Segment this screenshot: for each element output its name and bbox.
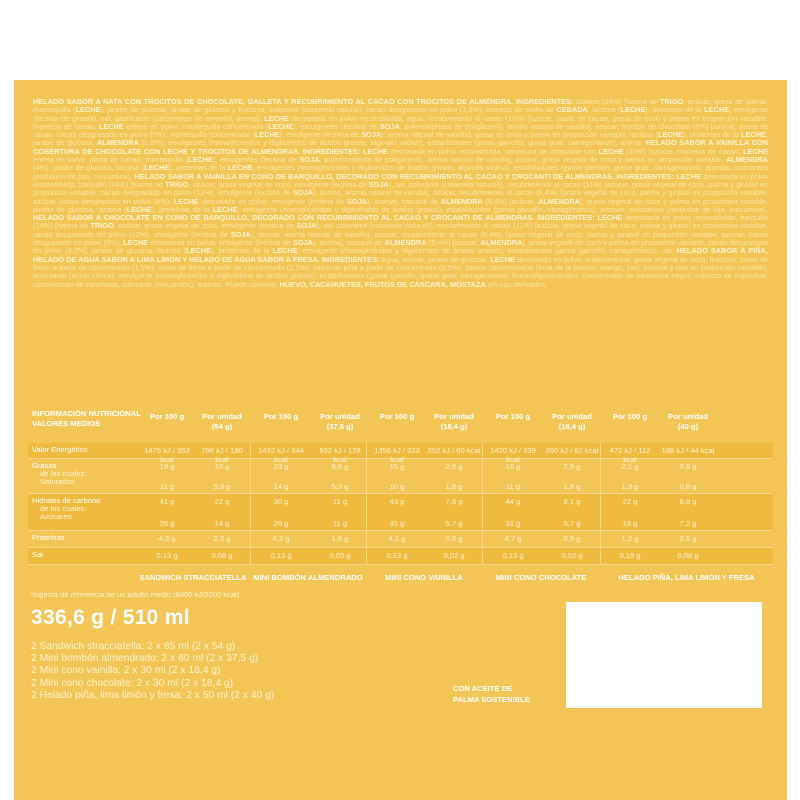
ingredient-text: Agua, azúcar, jarabe de glucosa, — [379, 254, 491, 264]
ingredient-text: desnatada en polvo, emulgente (lecitina de — [198, 196, 347, 206]
ingredient-text: ), aroma], crocanti de — [366, 196, 441, 206]
nutrient-value: 7,9 g — [445, 497, 463, 506]
nutrient-subvalue: 5,7 g — [445, 519, 463, 528]
unit-item: 2 Mini cono vainilla: 2 x 30 ml (2 x 18,4 g) — [31, 665, 221, 677]
ingredient-text: , polirricinoleato de poliglicerol), aroma natural de vainilla], azúcar, trocitos de chocolate (6%) [azúcar, pasta de cacao, cacao desgrasado en polvo (7%), mantequilla concentrada ( — [33, 121, 769, 140]
ingredient-text: , jarabe de glucosa, — [33, 130, 768, 148]
ingredient-text: entera en polvo, pasta de cacao, mantequilla ( — [33, 155, 189, 165]
nutrition-row — [28, 459, 773, 494]
nutrient-sublabel: de las cuales: — [40, 469, 87, 478]
ingredient-text: ), sal, colorante (caramelo natural)], recubrimiento al cacao (11%) [azúcar, grasa vegetal de coco, palma y girasol en proporción variable, cacao desgrasado en polvo (12%), emulgente (lecitina de — [33, 221, 768, 239]
nutrition-title — [32, 409, 141, 429]
nutrient-subvalue: 5,3 g — [331, 482, 349, 491]
nutrient-value: 19 g — [159, 462, 175, 471]
ingredient-emphasis: LECHE — [743, 146, 768, 156]
nutrient-value: 1,6 g — [331, 534, 349, 543]
nutrient-subvalue: 31 g — [505, 519, 521, 528]
ingredient-emphasis: SOJA — [346, 196, 367, 206]
nutrient-sublabel: Azúcares — [40, 512, 72, 521]
nutrient-value: 2,3 g — [213, 534, 231, 543]
nutrient-value: 1,2 g — [621, 534, 639, 543]
ingredient-emphasis: HELADO SABOR A CHOCOLATE EN CONO DE BARQUILLO, DECORADO CON RECUBRIMIENTO AL CACAO Y CROCANTI DE ALMENDRAS. INGREDIENTES: — [33, 213, 595, 223]
nutrient-value: 11 g — [332, 497, 348, 506]
nutrition-row — [28, 531, 773, 548]
nutrition-title-text: INFORMACIÓN NUTRICIONAL — [32, 409, 141, 418]
ingredient-emphasis: SOJA — [368, 179, 389, 189]
ingredient-text: ), proteínas de la — [151, 204, 213, 214]
column-header-line: Por 100 g — [612, 412, 648, 421]
nutrient-value: 0,8 g — [445, 534, 463, 543]
nutrient-label: Hidratos de carbono — [32, 496, 101, 505]
ingredient-text: , emulgente (lecitina de girasol), sal, gasificante (carbonatos de amonio), aroma], — [33, 105, 769, 123]
ingredient-text: desnatada en polvo, maltodextrina, grasa vegetal de coco, fructosa, zumo de limón a partir de concentrado (1,5%), zumo de fresa a partir de concentrado (1,2%), zumo de piña a partir de concentrado (0,5%), zumos concentrados (fruta de la pasión, mango, kiwi, pomelo y uva en proporción variable), acidulante (ácido cítrico), emulgente (monoglicéridos y diglicéridos de ácidos grasos), estabilizantes (goma garrofín, goma guar, carragenanos), fructooligosacáridos, concentrado de zanahoria negra, extracto de espirulina, concentrado de zanahoria, colorante (curcumina), aromas. Puede contener — [33, 254, 769, 289]
column-divider — [366, 531, 367, 547]
ingredient-emphasis: ALMENDRA — [440, 196, 483, 206]
nutrient-value: 8,1 g — [563, 497, 581, 506]
ingredient-text: ), proteínas de la — [169, 163, 228, 173]
column-divider — [600, 494, 601, 530]
nutrient-value: 188 kJ / 44 kcal — [661, 446, 715, 455]
product-name: MINI CONO CHOCOLATE — [495, 573, 587, 582]
ingredient-emphasis: HUEVO, CACAHUETES, FRUTOS DE CÁSCARA, MOSTAZA — [279, 279, 486, 289]
nutrient-value: 16 g — [505, 462, 521, 471]
nutrient-value: 8,6 g — [331, 462, 349, 471]
ingredient-text: desnatada en polvo reconstituida, agua, recubrimiento al cacao (15%) [azúcar, pasta de cacao, grasa de coco y palma en proporción variable, manteca de cacao, — [33, 113, 768, 131]
ingredient-emphasis: LECHE — [272, 246, 298, 256]
ingredient-emphasis: SOJA — [379, 121, 400, 131]
ingredient-emphasis: TRIGO — [659, 97, 684, 106]
nutrient-subvalue: 5,7 g — [563, 519, 581, 528]
unit-list — [31, 641, 274, 702]
nutrient-sublabel: de los cuales: — [40, 504, 87, 513]
ingredient-emphasis: ALMENDRA — [538, 196, 581, 206]
sustainable-palm-claim — [453, 684, 530, 705]
column-divider — [600, 459, 601, 493]
ingredient-emphasis: SOJA — [292, 188, 313, 198]
column-divider — [250, 548, 251, 564]
nutrient-subvalue: 1,8 g — [563, 482, 581, 491]
ingredient-text: , lactosa ( — [587, 105, 621, 115]
nutrition-row — [28, 443, 773, 464]
nutrient-value: 22 g — [622, 497, 638, 506]
product-names — [28, 565, 773, 583]
ingredient-text: desnatada en polvo reconstituida, cobertura de chocolate con — [387, 146, 599, 156]
ingredient-emphasis: TRIGO — [90, 221, 114, 231]
column-header — [661, 412, 715, 431]
column-header-line: (54 g) — [211, 421, 233, 431]
column-divider — [600, 531, 601, 547]
ingredient-text: ), sal, colorante (caramelo natural)], recubrimiento al cacao (11%) [azúcar, grasa vegetal de coco, palma y girasol en proporción variable, cacao desgrasado en polvo (12%), emulgente (lecitina de — [33, 179, 769, 198]
nutrient-subvalue: 5,9 g — [213, 482, 231, 491]
ingredient-text: ], grasa vegetal de coco y palma en proporción variable, cacao desgrasado en polvo (3,2%), jarabe de glucosa, lactosa ( — [33, 238, 768, 256]
nutrient-subvalue: 11 g — [332, 519, 348, 528]
ingredient-emphasis: LECHE — [254, 130, 280, 140]
ingredient-text: desnatada en polvo, emulgente (lecitina de — [148, 238, 293, 248]
nutrient-subvalue: 31 g — [389, 519, 405, 528]
ingredient-emphasis: LECHE — [188, 155, 213, 165]
product-name: MINI BOMBÓN ALMENDRADO — [253, 573, 363, 582]
ingredient-emphasis: SOJA — [292, 238, 313, 248]
nutrient-value: 4,1 g — [388, 534, 406, 543]
column-divider — [600, 443, 601, 458]
unit-item: 2 Mini bombón almendrado: 2 x 60 ml (2 x 37,5 g) — [31, 653, 259, 665]
column-divider — [482, 459, 483, 493]
column-header — [370, 412, 424, 422]
palm-claim-line-2: PALMA SOSTENIBLE — [453, 694, 530, 704]
nutrient-value: 1432 kJ / 344 kcal — [258, 446, 304, 464]
nutrition-row — [28, 494, 773, 531]
ingredient-text: ), emulgentes (lecitina de — [293, 121, 380, 131]
ingredient-emphasis: HELADO SABOR A VAINILLA EN CONO DE BARQUILLO, DECORADO CON RECUBRIMIENTO AL CACAO Y CROCANTI DE ALMENDRAS. INGREDIENTES: — [134, 171, 674, 181]
nutrition-rows — [28, 443, 773, 565]
column-header: Por 100 g — [149, 412, 185, 421]
nutrient-subvalue: 1,9 g — [621, 482, 639, 491]
column-header-line: Por unidad — [434, 412, 474, 421]
nutrient-subvalue: 18 g — [622, 519, 638, 528]
ingredient-text: ), proteínas de la — [645, 105, 705, 115]
ingredients-text — [33, 98, 768, 289]
ingredient-text: , azúcar, grasa de palma, mantequilla ( — [33, 97, 769, 115]
nutrient-value: 0,02 g — [561, 551, 583, 560]
column-divider — [366, 548, 367, 564]
ingredient-emphasis: LECHE — [597, 213, 623, 223]
ingredient-emphasis: LECHE — [123, 238, 149, 248]
nutrient-value: 0,08 g — [677, 551, 699, 560]
nutrient-value: 0,13 g — [502, 551, 524, 560]
ingredient-text: ), proteínas de la — [211, 246, 273, 256]
nutrient-value: 1420 kJ / 339 kcal — [490, 446, 536, 464]
ingredient-emphasis: SOJA — [296, 221, 317, 231]
nutrient-value: 0,13 g — [156, 551, 178, 560]
ingredient-emphasis: LECHE — [598, 146, 624, 156]
ingredient-emphasis: TRIGO — [165, 179, 189, 189]
ingredient-emphasis: HELADO SABOR A VAINILLA CON COBERTURA DE CHOCOLATE CON LECHE Y TROCITOS DE ALMENDRAS. INGREDIENTES: — [33, 138, 769, 156]
ingredient-emphasis: CEBADA — [556, 105, 588, 115]
palm-claim-line-1: CON ACEITE DE — [453, 684, 513, 693]
nutrient-value: 2,1 g — [621, 462, 639, 471]
column-divider — [600, 548, 601, 564]
nutrient-value: 260 kJ / 62 kcal — [545, 446, 599, 455]
ingredient-text: ), emulgentes (lecitina de — [212, 155, 300, 165]
nutrient-subvalue: 14 g — [214, 519, 230, 528]
ingredient-emphasis: LECHE — [173, 196, 199, 206]
nutrient-subvalue: 11 g — [505, 482, 521, 491]
nutrient-value: 0,05 g — [329, 551, 351, 560]
nutrient-value: 532 kJ / 128 kcal — [319, 446, 361, 464]
nutrient-label: Proteínas — [32, 533, 65, 542]
unit-item: 2 Helado piña, lima limón y fresa: 2 x 50 ml (2 x 40 g) — [31, 689, 275, 701]
column-header — [254, 412, 308, 422]
nutrient-subvalue: 14 g — [273, 482, 289, 491]
ingredient-emphasis: LECHE — [704, 105, 730, 115]
nutrient-value: 23 g — [273, 462, 289, 471]
blank-label-box — [566, 602, 762, 708]
ingredient-text: (30%) [azúcar, manteca de cacao, — [623, 146, 744, 156]
nutrient-value: 0,19 g — [619, 551, 641, 560]
unit-item: 2 Sandwich stracciatella: 2 x 85 ml (2 x 54 g) — [31, 641, 236, 652]
column-header-line: Por unidad — [668, 412, 708, 421]
nutrient-value: 1475 kJ / 353 kcal — [144, 446, 190, 464]
nutrient-value: 41 g — [159, 497, 175, 506]
ingredient-emphasis: SOJA — [299, 155, 320, 165]
nutrition-subtitle: VALORES MEDIOS — [32, 419, 101, 428]
nutrient-value: 0,8 g — [679, 462, 697, 471]
nutrition-header — [28, 409, 773, 443]
ingredient-emphasis: LECHE — [741, 130, 766, 140]
ingredient-text: (5,4%) [azúcar, — [482, 196, 539, 206]
reference-intake-note: *Ingesta de referencia de un adulto medio (8400 kJ/2000 kcal) — [30, 590, 240, 599]
ingredient-emphasis: ALMENDRA — [96, 138, 140, 148]
ingredient-emphasis: ALMENDRA — [725, 155, 768, 165]
nutrient-subvalue: 29 g — [273, 519, 289, 528]
column-header — [427, 412, 481, 431]
ingredient-emphasis: LECHE — [490, 254, 516, 264]
nutrient-value: 4,3 g — [158, 534, 176, 543]
column-header — [603, 412, 657, 422]
column-divider — [366, 443, 367, 458]
nutrient-label: Valor Energético — [32, 445, 88, 454]
nutrient-value: 796 kJ / 190 kcal — [201, 446, 243, 464]
ingredient-emphasis: LECHE — [126, 204, 152, 214]
ingredient-emphasis: LECHE — [363, 146, 388, 156]
nutrient-value: 30 g — [273, 497, 289, 506]
ingredient-text: , polirricinoleato de poliglicerol), aroma natural de vainilla], azúcar, grasa vegetal de coco y palma en proporción variable, — [319, 155, 726, 165]
nutrient-subvalue: 26 g — [159, 519, 175, 528]
nutrient-label: Grasas — [32, 461, 57, 470]
column-divider — [250, 494, 251, 530]
nutrient-subvalue: 11 g — [159, 482, 175, 491]
net-weight: 336,6 g / 510 ml — [31, 606, 190, 629]
ingredient-text: ), aroma natural de vainilla], grasa de coco y palma en proporción variable, lactosa ( — [381, 130, 658, 140]
column-header — [313, 412, 367, 431]
column-header-line: Por unidad — [320, 412, 360, 421]
ingredient-emphasis: LECHE — [676, 171, 702, 181]
nutrient-value: 0,08 g — [211, 551, 233, 560]
ingredient-text: , azúcar, grasa vegetal de coco, emulgente (lecitina de — [188, 179, 369, 189]
product-name: MINI CONO VAINILLA — [385, 573, 463, 582]
column-header-line: Por unidad — [552, 412, 592, 421]
ingredient-text: entera en polvo, mantequilla concentrada ( — [123, 121, 269, 131]
column-header-line: Por 100 g — [495, 412, 531, 421]
ingredient-emphasis: LECHE — [144, 163, 170, 173]
column-header-line: (18,4 g) — [440, 421, 468, 431]
ingredient-emphasis: LECHE — [264, 113, 290, 123]
column-header — [486, 412, 540, 422]
nutrient-subvalue: 0,8 g — [679, 482, 697, 491]
unit-item: 2 Mini cono chocolate: 2 x 30 ml (2 x 18,4 g) — [31, 677, 234, 689]
column-divider — [482, 531, 483, 547]
nutrient-label: Sal — [32, 550, 43, 559]
ingredient-text: , emulgentes (monoglicéridos y diglicéridos de ácidos grasos, alginato sódico), estabilizantes (goma garrofín, goma guar, carragenanos), aromas, colorantes (norbixina de bija, curcumina). — [33, 163, 768, 181]
ingredient-text: desnatada en polvo reconstituida, barquillo (24%) [harina de — [33, 213, 769, 231]
nutrient-value: 0,9 g — [563, 534, 581, 543]
nutrient-value: 2,8 g — [445, 462, 463, 471]
ingredient-text: Galleta (28%) [harina de — [573, 97, 660, 106]
column-header-line: Por 100 g — [379, 412, 415, 421]
ingredient-emphasis: LECHE — [98, 121, 124, 131]
column-divider — [482, 494, 483, 530]
nutrient-value: 10 g — [214, 462, 230, 471]
ingredient-text: , emulgente (monoglicéridos y diglicéridos de ácidos grasos), estabilizantes (goma garrofín, carragenanos), sal. — [297, 246, 677, 256]
column-header-line: (40 g) — [677, 421, 699, 431]
ingredient-emphasis: SOJA — [361, 130, 382, 140]
nutrient-subvalue: 1,8 g — [445, 482, 463, 491]
nutrient-value: 0,02 g — [443, 551, 465, 560]
nutrient-value: 4,7 g — [504, 534, 522, 543]
ingredient-text: (4%), jarabe de glucosa, lactosa ( — [33, 163, 145, 173]
ingredient-text: (5,4%) [azúcar, — [426, 238, 481, 248]
nutrient-value: 472 kJ / 112 kcal — [609, 446, 651, 464]
ingredient-emphasis: SOJA — [230, 229, 251, 239]
ingredient-text: ), aroma], crocanti de — [312, 238, 385, 248]
ingredient-emphasis: LECHE — [620, 105, 646, 115]
ingredient-emphasis: ALMENDRA — [480, 238, 523, 248]
nutrient-value: 8,8 g — [679, 497, 697, 506]
product-name: HELADO PIÑA, LIMA LIMÓN Y FRESA — [618, 573, 755, 582]
ingredient-text: ), aroma, aroma natural de vainilla], azúcar, recubrimiento al cacao (5,4%) [grasa vegetal de coco, palma y girasol en proporción variable, azúcar, cacao desgrasado en polvo (8%), — [33, 229, 769, 248]
ingredient-text: ), emulgente (lecitina de — [279, 130, 362, 140]
nutrient-value: 1356 kJ / 323 kcal — [374, 446, 420, 464]
nutrition-table — [28, 409, 773, 583]
column-divider — [250, 443, 251, 458]
column-header-line: (18,4 g) — [558, 421, 586, 431]
ingredient-text: ), jarabe de glucosa, jarabe de glucosa y fructosa, colorante (caramelo natural), cacao desgrasado en polvo (1,3%), extracto de malta de — [100, 105, 557, 115]
column-divider — [366, 494, 367, 530]
ingredient-text: desnatada en polvo reconstituida, barquillo (24%) [harina de — [33, 171, 768, 189]
ingredient-emphasis: HELADO SABOR A PIÑA, HELADO DE AGUA SABOR A LIMA LIMÓN Y HELADO DE AGUA SABOR A FRESA. INGREDIENTES: — [33, 246, 769, 264]
nutrition-row — [28, 548, 773, 565]
nutrient-value: 2,9 g — [563, 462, 581, 471]
column-header-line: Por unidad — [202, 412, 242, 421]
ingredient-emphasis: LECHE — [212, 204, 238, 214]
ingredient-text: ], grasa vegetal de coco y palma en proporción variable, jarabe de glucosa, lactosa ( — [33, 196, 768, 214]
nutrient-value: 43 g — [389, 497, 405, 506]
ingredient-emphasis: LECHE — [657, 130, 683, 140]
ingredient-emphasis: LECHE — [227, 163, 253, 173]
ingredient-text: ), proteínas de la — [682, 130, 742, 140]
ingredient-emphasis: HELADO SABOR A NATA CON TROCITOS DE CHOCOLATE, GALLETA Y RECUBRIMIENTO AL CACAO CON TROCITOS DE ALMENDRA. INGREDIENTES: — [33, 97, 574, 106]
ingredient-emphasis: LECHE — [186, 246, 212, 256]
ingredient-text: , azúcar, grasa vegetal de coco, emulgente (lecitina de — [113, 221, 297, 231]
column-header — [195, 412, 249, 431]
ingredient-emphasis: LECHE — [75, 105, 101, 115]
ingredient-text: , emulgente (monoglicéridos y diglicéridos de ácidos grasos), estabilizantes (goma garrofín, carragenanos), aromas, colorantes (norbixina de bija, curcumina). — [237, 204, 769, 214]
nutrient-value: 4,2 g — [272, 534, 290, 543]
nutrient-value: 0,13 g — [386, 551, 408, 560]
nutrient-value: 22 g — [214, 497, 230, 506]
nutrient-value: 252 kJ / 60 kcal — [427, 446, 481, 455]
column-header-line: Por 100 g — [263, 412, 299, 421]
ingredient-text: ), aroma, aroma natural de vainilla], azúcar, recubrimiento al cacao (5,4%) [grasa vegetal de coco, palma y girasol en proporción variable, azúcar, cacao desgrasado en polvo (8%), — [33, 188, 768, 206]
column-divider — [482, 443, 483, 458]
column-divider — [250, 531, 251, 547]
nutrient-sublabel: Saturadas — [40, 477, 75, 486]
column-header-line: (37,5 g) — [326, 421, 354, 431]
column-divider — [250, 459, 251, 493]
nutrient-value: 0,5 g — [679, 534, 697, 543]
nutrient-subvalue: 10 g — [389, 482, 405, 491]
ingredient-emphasis: ALMENDRA — [384, 238, 427, 248]
column-header — [545, 412, 599, 431]
nutrient-subvalue: 7,2 g — [679, 519, 697, 528]
column-divider — [482, 548, 483, 564]
product-name: SANDWICH STRACCIATELLA — [139, 573, 247, 582]
ingredient-text: y/o sus derivados. — [485, 279, 547, 289]
nutrient-value: 44 g — [505, 497, 521, 506]
ingredient-text: (1,8%), emulgentes (monoglicéridos y diglicéridos de ácidos grasos, alginato sódico), estabilizantes (goma garrofín, goma guar, carragenanos), aroma. — [139, 138, 646, 148]
column-divider — [366, 459, 367, 493]
nutrient-value: 15 g — [389, 462, 405, 471]
nutrient-value: 0,13 g — [270, 551, 292, 560]
ingredient-emphasis: LECHE — [268, 121, 294, 131]
